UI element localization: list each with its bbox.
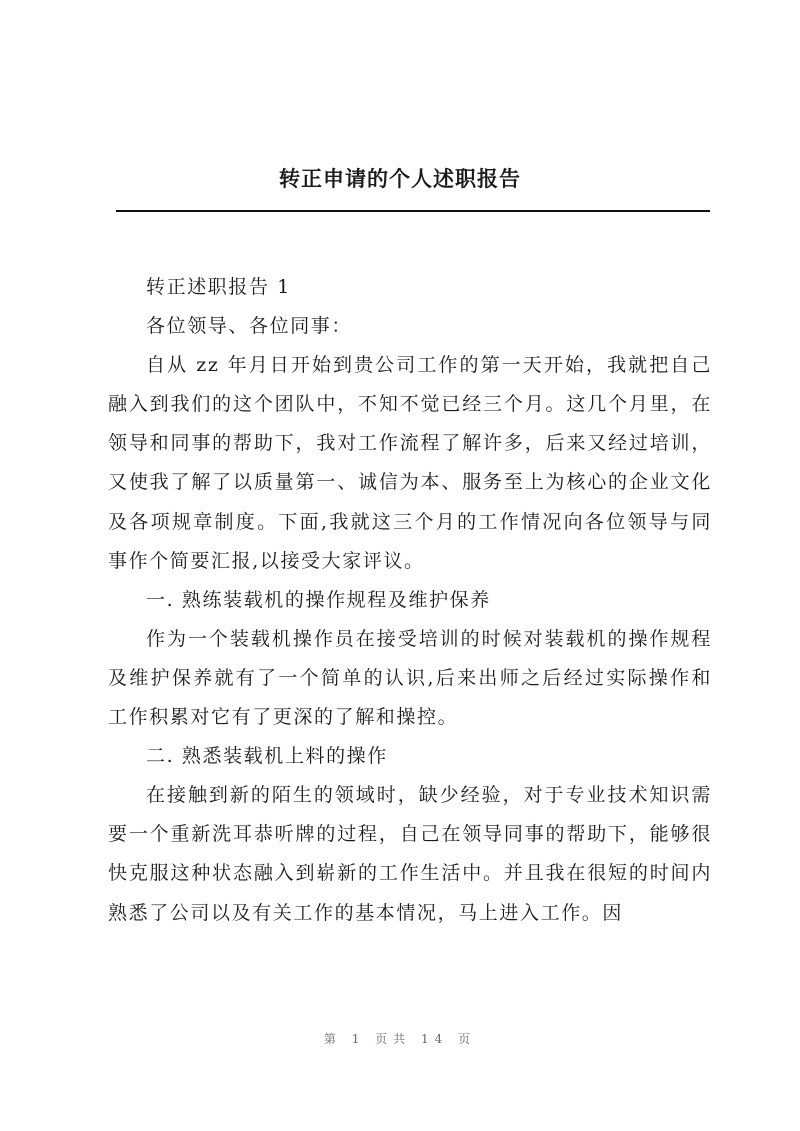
document-body: [108, 268, 712, 933]
page-footer: 第 1 页共 14 页: [323, 1032, 477, 1046]
section-heading: 转正述职报告 1: [146, 276, 291, 298]
body-paragraph: 在接触到新的陌生的领域时，缺少经验，对于专业技术知识需要一个重新洗耳恭听牌的过程，自己在领导同事的帮助下，能够很快克服这种状态融入到崭新的工作生活中。并且我在很短的时间内熟悉了公司以及有关工作的基本情况，马上进入工作。因: [108, 784, 712, 924]
document-title: 转正申请的个人述职报告: [279, 166, 521, 191]
salutation: 各位领导、各位同事：: [146, 315, 353, 338]
body-paragraph: 自从 zz 年月日开始到贵公司工作的第一天开始，我就把自己融入到我们的这个团队中，不知不觉已经三个月。这几个月里，在领导和同事的帮助下，我对工作流程了解许多，后来又经过培训，又使我了解了以质量第一、诚信为本、服务至上为核心的企业文化及各项规章制度。下面,我就这三个月的工作情况向各位领导与同事作个简要汇报,以接受大家评议。: [108, 354, 712, 572]
subheading: 二. 熟悉装载机上料的操作: [146, 745, 388, 768]
title-divider: [116, 210, 710, 212]
subheading: 一. 熟练装载机的操作规程及维护保养: [146, 588, 491, 611]
body-paragraph: 作为一个装载机操作员在接受培训的时候对装载机的操作规程及维护保养就有了一个简单的认识,后来出师之后经过实际操作和工作积累对它有了更深的了解和操控。: [108, 627, 712, 729]
